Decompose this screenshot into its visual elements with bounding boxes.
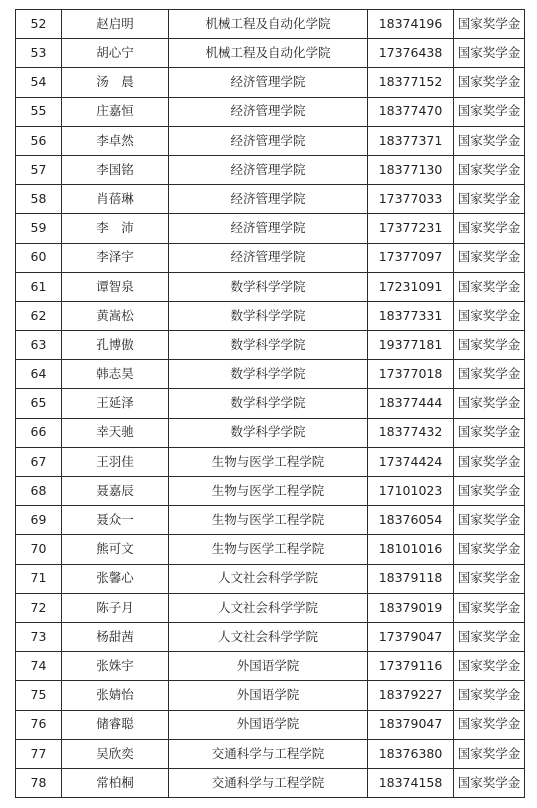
student-name-cell: 储睿聪 bbox=[62, 710, 169, 739]
student-id-cell: 17101023 bbox=[368, 477, 454, 506]
table-row bbox=[16, 593, 525, 622]
college-cell: 生物与医学工程学院 bbox=[169, 447, 368, 476]
table-row bbox=[16, 126, 525, 155]
student-name-cell: 韩志昊 bbox=[62, 360, 169, 389]
college-cell: 生物与医学工程学院 bbox=[169, 477, 368, 506]
college-cell: 外国语学院 bbox=[169, 652, 368, 681]
table-row bbox=[16, 185, 525, 214]
table-row bbox=[16, 360, 525, 389]
award-type-cell: 国家奖学金 bbox=[454, 10, 525, 39]
award-type-cell: 国家奖学金 bbox=[454, 272, 525, 301]
college-cell: 经济管理学院 bbox=[169, 243, 368, 272]
student-name-cell: 孔博傲 bbox=[62, 331, 169, 360]
student-name-cell: 汤 晨 bbox=[62, 68, 169, 97]
student-id-cell: 18101016 bbox=[368, 535, 454, 564]
row-number-cell: 67 bbox=[16, 447, 62, 476]
award-type-cell: 国家奖学金 bbox=[454, 477, 525, 506]
table-row bbox=[16, 681, 525, 710]
row-number-cell: 59 bbox=[16, 214, 62, 243]
student-id-cell: 18379019 bbox=[368, 593, 454, 622]
college-cell: 生物与医学工程学院 bbox=[169, 506, 368, 535]
student-name-cell: 王延泽 bbox=[62, 389, 169, 418]
award-type-cell: 国家奖学金 bbox=[454, 155, 525, 184]
student-name-cell: 熊可文 bbox=[62, 535, 169, 564]
student-name-cell: 李国铭 bbox=[62, 155, 169, 184]
student-id-cell: 18376054 bbox=[368, 506, 454, 535]
college-cell: 经济管理学院 bbox=[169, 214, 368, 243]
row-number-cell: 56 bbox=[16, 126, 62, 155]
student-name-cell: 常柏桐 bbox=[62, 768, 169, 797]
row-number-cell: 77 bbox=[16, 739, 62, 768]
award-type-cell: 国家奖学金 bbox=[454, 126, 525, 155]
table-row bbox=[16, 97, 525, 126]
award-type-cell: 国家奖学金 bbox=[454, 389, 525, 418]
table-row bbox=[16, 506, 525, 535]
college-cell: 经济管理学院 bbox=[169, 126, 368, 155]
college-cell: 数学科学学院 bbox=[169, 331, 368, 360]
student-name-cell: 李 沛 bbox=[62, 214, 169, 243]
student-id-cell: 17376438 bbox=[368, 39, 454, 68]
table-row bbox=[16, 389, 525, 418]
row-number-cell: 58 bbox=[16, 185, 62, 214]
student-id-cell: 17377231 bbox=[368, 214, 454, 243]
college-cell: 外国语学院 bbox=[169, 681, 368, 710]
student-id-cell: 17379116 bbox=[368, 652, 454, 681]
row-number-cell: 69 bbox=[16, 506, 62, 535]
table-row bbox=[16, 39, 525, 68]
student-id-cell: 18374196 bbox=[368, 10, 454, 39]
college-cell: 外国语学院 bbox=[169, 710, 368, 739]
table-row bbox=[16, 155, 525, 184]
college-cell: 机械工程及自动化学院 bbox=[169, 39, 368, 68]
student-name-cell: 张馨心 bbox=[62, 564, 169, 593]
college-cell: 人文社会科学学院 bbox=[169, 593, 368, 622]
student-name-cell: 黄嵩松 bbox=[62, 301, 169, 330]
row-number-cell: 52 bbox=[16, 10, 62, 39]
award-type-cell: 国家奖学金 bbox=[454, 506, 525, 535]
row-number-cell: 57 bbox=[16, 155, 62, 184]
student-name-cell: 肖蓓琳 bbox=[62, 185, 169, 214]
table-row bbox=[16, 477, 525, 506]
table-row bbox=[16, 447, 525, 476]
student-name-cell: 杨甜茜 bbox=[62, 622, 169, 651]
student-name-cell: 陈子月 bbox=[62, 593, 169, 622]
student-id-cell: 17379047 bbox=[368, 622, 454, 651]
award-type-cell: 国家奖学金 bbox=[454, 447, 525, 476]
student-id-cell: 18379047 bbox=[368, 710, 454, 739]
table-row bbox=[16, 214, 525, 243]
row-number-cell: 62 bbox=[16, 301, 62, 330]
row-number-cell: 65 bbox=[16, 389, 62, 418]
award-type-cell: 国家奖学金 bbox=[454, 68, 525, 97]
row-number-cell: 71 bbox=[16, 564, 62, 593]
student-id-cell: 18379227 bbox=[368, 681, 454, 710]
award-type-cell: 国家奖学金 bbox=[454, 97, 525, 126]
college-cell: 机械工程及自动化学院 bbox=[169, 10, 368, 39]
student-id-cell: 18377331 bbox=[368, 301, 454, 330]
award-type-cell: 国家奖学金 bbox=[454, 681, 525, 710]
student-id-cell: 19377181 bbox=[368, 331, 454, 360]
award-type-cell: 国家奖学金 bbox=[454, 39, 525, 68]
student-id-cell: 18377152 bbox=[368, 68, 454, 97]
award-type-cell: 国家奖学金 bbox=[454, 418, 525, 447]
award-type-cell: 国家奖学金 bbox=[454, 564, 525, 593]
college-cell: 数学科学学院 bbox=[169, 418, 368, 447]
table-row bbox=[16, 564, 525, 593]
college-cell: 数学科学学院 bbox=[169, 389, 368, 418]
row-number-cell: 68 bbox=[16, 477, 62, 506]
college-cell: 交通科学与工程学院 bbox=[169, 739, 368, 768]
student-name-cell: 张婧怡 bbox=[62, 681, 169, 710]
award-type-cell: 国家奖学金 bbox=[454, 243, 525, 272]
row-number-cell: 53 bbox=[16, 39, 62, 68]
row-number-cell: 74 bbox=[16, 652, 62, 681]
row-number-cell: 76 bbox=[16, 710, 62, 739]
student-name-cell: 谭智泉 bbox=[62, 272, 169, 301]
student-id-cell: 17377033 bbox=[368, 185, 454, 214]
college-cell: 数学科学学院 bbox=[169, 272, 368, 301]
student-id-cell: 18377444 bbox=[368, 389, 454, 418]
student-id-cell: 17377097 bbox=[368, 243, 454, 272]
college-cell: 人文社会科学学院 bbox=[169, 622, 368, 651]
student-id-cell: 18377470 bbox=[368, 97, 454, 126]
student-id-cell: 18377130 bbox=[368, 155, 454, 184]
row-number-cell: 64 bbox=[16, 360, 62, 389]
table-row bbox=[16, 331, 525, 360]
student-name-cell: 胡心宁 bbox=[62, 39, 169, 68]
student-id-cell: 18374158 bbox=[368, 768, 454, 797]
table-row bbox=[16, 243, 525, 272]
student-name-cell: 赵启明 bbox=[62, 10, 169, 39]
row-number-cell: 75 bbox=[16, 681, 62, 710]
row-number-cell: 60 bbox=[16, 243, 62, 272]
award-type-cell: 国家奖学金 bbox=[454, 360, 525, 389]
student-name-cell: 王羽佳 bbox=[62, 447, 169, 476]
table-row bbox=[16, 739, 525, 768]
student-name-cell: 聂嘉辰 bbox=[62, 477, 169, 506]
college-cell: 经济管理学院 bbox=[169, 185, 368, 214]
award-type-cell: 国家奖学金 bbox=[454, 652, 525, 681]
student-id-cell: 18377371 bbox=[368, 126, 454, 155]
student-id-cell: 18376380 bbox=[368, 739, 454, 768]
award-type-cell: 国家奖学金 bbox=[454, 185, 525, 214]
award-type-cell: 国家奖学金 bbox=[454, 739, 525, 768]
student-name-cell: 李泽宇 bbox=[62, 243, 169, 272]
award-type-cell: 国家奖学金 bbox=[454, 593, 525, 622]
table-row bbox=[16, 301, 525, 330]
student-id-cell: 17374424 bbox=[368, 447, 454, 476]
student-name-cell: 张姝宇 bbox=[62, 652, 169, 681]
table-row bbox=[16, 418, 525, 447]
table-body bbox=[16, 10, 525, 798]
student-name-cell: 庄嘉恒 bbox=[62, 97, 169, 126]
row-number-cell: 55 bbox=[16, 97, 62, 126]
table-row bbox=[16, 535, 525, 564]
college-cell: 经济管理学院 bbox=[169, 68, 368, 97]
student-name-cell: 李卓然 bbox=[62, 126, 169, 155]
student-id-cell: 17377018 bbox=[368, 360, 454, 389]
award-type-cell: 国家奖学金 bbox=[454, 768, 525, 797]
row-number-cell: 54 bbox=[16, 68, 62, 97]
student-name-cell: 聂众一 bbox=[62, 506, 169, 535]
row-number-cell: 73 bbox=[16, 622, 62, 651]
award-type-cell: 国家奖学金 bbox=[454, 301, 525, 330]
college-cell: 经济管理学院 bbox=[169, 155, 368, 184]
college-cell: 人文社会科学学院 bbox=[169, 564, 368, 593]
college-cell: 经济管理学院 bbox=[169, 97, 368, 126]
table-row bbox=[16, 272, 525, 301]
college-cell: 数学科学学院 bbox=[169, 301, 368, 330]
student-id-cell: 18379118 bbox=[368, 564, 454, 593]
table-row bbox=[16, 622, 525, 651]
award-type-cell: 国家奖学金 bbox=[454, 331, 525, 360]
row-number-cell: 70 bbox=[16, 535, 62, 564]
college-cell: 交通科学与工程学院 bbox=[169, 768, 368, 797]
college-cell: 生物与医学工程学院 bbox=[169, 535, 368, 564]
row-number-cell: 72 bbox=[16, 593, 62, 622]
row-number-cell: 61 bbox=[16, 272, 62, 301]
row-number-cell: 63 bbox=[16, 331, 62, 360]
student-name-cell: 幸天驰 bbox=[62, 418, 169, 447]
award-type-cell: 国家奖学金 bbox=[454, 622, 525, 651]
table-row bbox=[16, 10, 525, 39]
table-row bbox=[16, 68, 525, 97]
row-number-cell: 66 bbox=[16, 418, 62, 447]
award-type-cell: 国家奖学金 bbox=[454, 710, 525, 739]
student-id-cell: 17231091 bbox=[368, 272, 454, 301]
student-id-cell: 18377432 bbox=[368, 418, 454, 447]
row-number-cell: 78 bbox=[16, 768, 62, 797]
student-name-cell: 吴欣奕 bbox=[62, 739, 169, 768]
table-row bbox=[16, 768, 525, 797]
table-row bbox=[16, 652, 525, 681]
table-row bbox=[16, 710, 525, 739]
award-type-cell: 国家奖学金 bbox=[454, 214, 525, 243]
scholarship-table bbox=[15, 9, 525, 798]
college-cell: 数学科学学院 bbox=[169, 360, 368, 389]
award-type-cell: 国家奖学金 bbox=[454, 535, 525, 564]
